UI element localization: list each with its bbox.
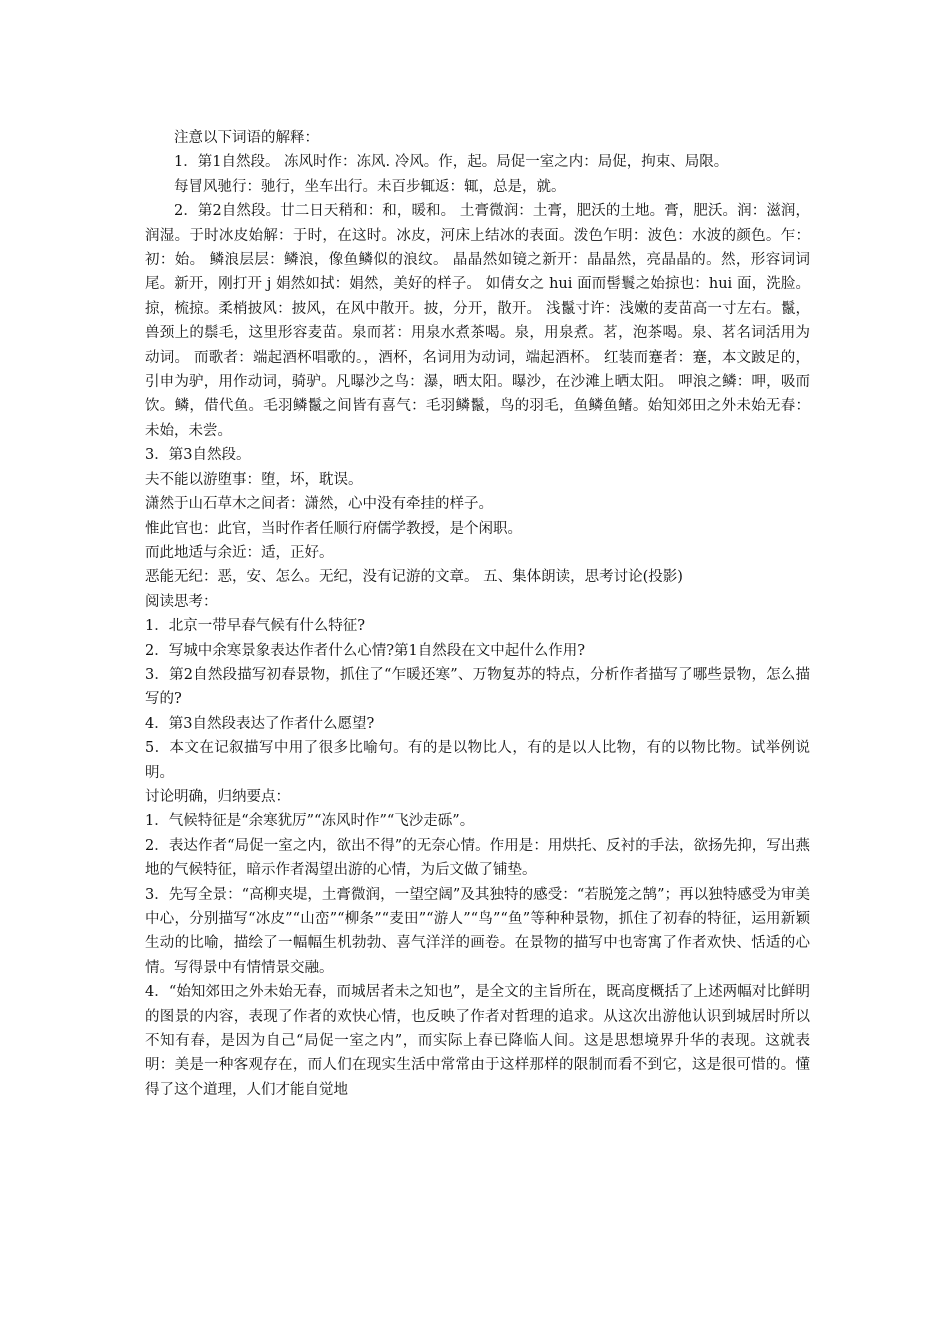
answer-item: 1．气候特征是“余寒犹厉”“冻风时作”“飞沙走砾”。 xyxy=(145,813,475,830)
answer-item: 2．表达作者“局促一室之内，欲出不得”的无奈心情。作用是：用烘托、反衬的手法，欲扬先抑，写出燕地的气候特征，暗示作者渴望出游的心情，为后文做了铺垫。 xyxy=(145,837,810,879)
paragraph-section-3-item: 惟此官也：此官，当时作者任顺行府儒学教授，是个闲职。 xyxy=(145,520,522,537)
question-item: 4．第3自然段表达了作者什么愿望? xyxy=(145,715,375,732)
paragraph-section-1: 1．第1自然段。 冻风时作：冻风. 冷风。作，起。局促一室之内：局促，拘束、局限。 xyxy=(174,154,729,171)
paragraph-section-1-cont: 每冒风驰行：驰行，坐车出行。未百步辄返：辄，总是，就。 xyxy=(174,178,566,195)
heading-discussion: 讨论明确，归纳要点： xyxy=(145,788,290,805)
paragraph-section-3-item: 而此地适与余近：适，正好。 xyxy=(145,544,334,561)
answer-item: 3．先写全景：“高柳夹堤，土膏微润，一望空阔”及其独特的感受：“若脱笼之鹄”；再以独特感受为审美中心，分别描写“冰皮”“山峦”“柳条”“麦田”“游人”“鸟”“鱼”等种种景物，抓住了初春的特征，运用新颖生动的比喻，描绘了一幅幅生机勃勃、喜气洋洋的画卷。在景物的描写中也寄寓了作者欢快、恬适的心情。写得景中有情情景交融。 xyxy=(145,886,810,976)
paragraph-section-3-item: 恶能无纪：恶，安、怎么。无纪，没有记游的文章。 五、集体朗读，思考讨论(投影) xyxy=(145,569,683,586)
question-item: 5．本文在记叙描写中用了很多比喻句。有的是以物比人，有的是以人比物，有的以物比物。试举例说明。 xyxy=(145,740,810,781)
answer-item: 4．“始知郊田之外未始无春，而城居者未之知也”，是全文的主旨所在，既高度概括了上述两幅对比鲜明的图景的内容，表现了作者的欢快心情，也反映了作者对哲理的追求。从这次出游他认识到城居时所以不知有春，是因为自己“局促一室之内”，而实际上春已降临人间。这是思想境界升华的表现。这就表明：美是一种客观存在，而人们在现实生活中常常由于这样那样的限制而看不到它，这是很可惜的。懂得了这个道理，人们才能自觉地 xyxy=(145,984,810,1098)
paragraph-section-3-item: 夫不能以游堕事：堕，坏，耽误。 xyxy=(145,471,363,488)
paragraph-section-3-item: 潇然于山石草木之间者：潇然，心中没有牵挂的样子。 xyxy=(145,496,493,513)
heading-reading-questions: 阅读思考： xyxy=(145,593,218,610)
question-item: 3．第2自然段描写初春景物，抓住了“乍暖还寒”、万物复苏的特点，分析作者描写了哪些景物，怎么描写的? xyxy=(145,666,810,708)
paragraph-section-3-title: 3．第3自然段。 xyxy=(145,447,251,464)
question-item: 2．写城中余寒景象表达作者什么心情?第1自然段在文中起什么作用? xyxy=(145,642,585,659)
document-body xyxy=(145,126,810,1102)
question-item: 1．北京一带早春气候有什么特征? xyxy=(145,618,365,635)
paragraph-section-2: 2．第2自然段。廿二日天稍和：和，暖和。 土膏微润：土膏，肥沃的土地。膏，肥沃。润：滋润，润湿。于时冰皮始解：于时，在这时。冰皮，河床上结冰的表面。泼色乍明：波色：水波的颜色。乍：初：始。 鳞浪层层：鳞浪，像鱼鳞似的浪纹。 晶晶然如镜之新开：晶晶然，亮晶晶的。然，形容词词尾。新开，刚打开 j 娟然如拭：娟然，美好的样子。 如倩女之 hui 面而髻鬟之始掠也：hui 面，洗脸。掠，梳掠。柔梢披风：披风，在风中散开。披，分开，散开。 浅鬣寸许：浅嫩的麦苗高一寸左右。鬣，兽颈上的鬃毛，这里形容麦苗。泉而茗：用泉水煮茶喝。泉，用泉煮。茗，泡茶喝。泉、茗名词活用为动词。 而歌者：端起酒杯唱歌的。，酒杯，名词用为动词，端起酒杯。 红装而蹇者：蹇，本文跛足的，引申为驴，用作动词，骑驴。凡曝沙之鸟：瀑，晒太阳。曝沙，在沙滩上晒太阳。 呷浪之鳞：呷，吸而饮。鳞，借代鱼。毛羽鳞鬣之间皆有喜气：毛羽鳞鬣，鸟的羽毛，鱼鳞鱼鳍。始知郊田之外未始无春：未始，未尝。 xyxy=(145,203,810,439)
paragraph-intro: 注意以下词语的解释： xyxy=(174,130,319,146)
